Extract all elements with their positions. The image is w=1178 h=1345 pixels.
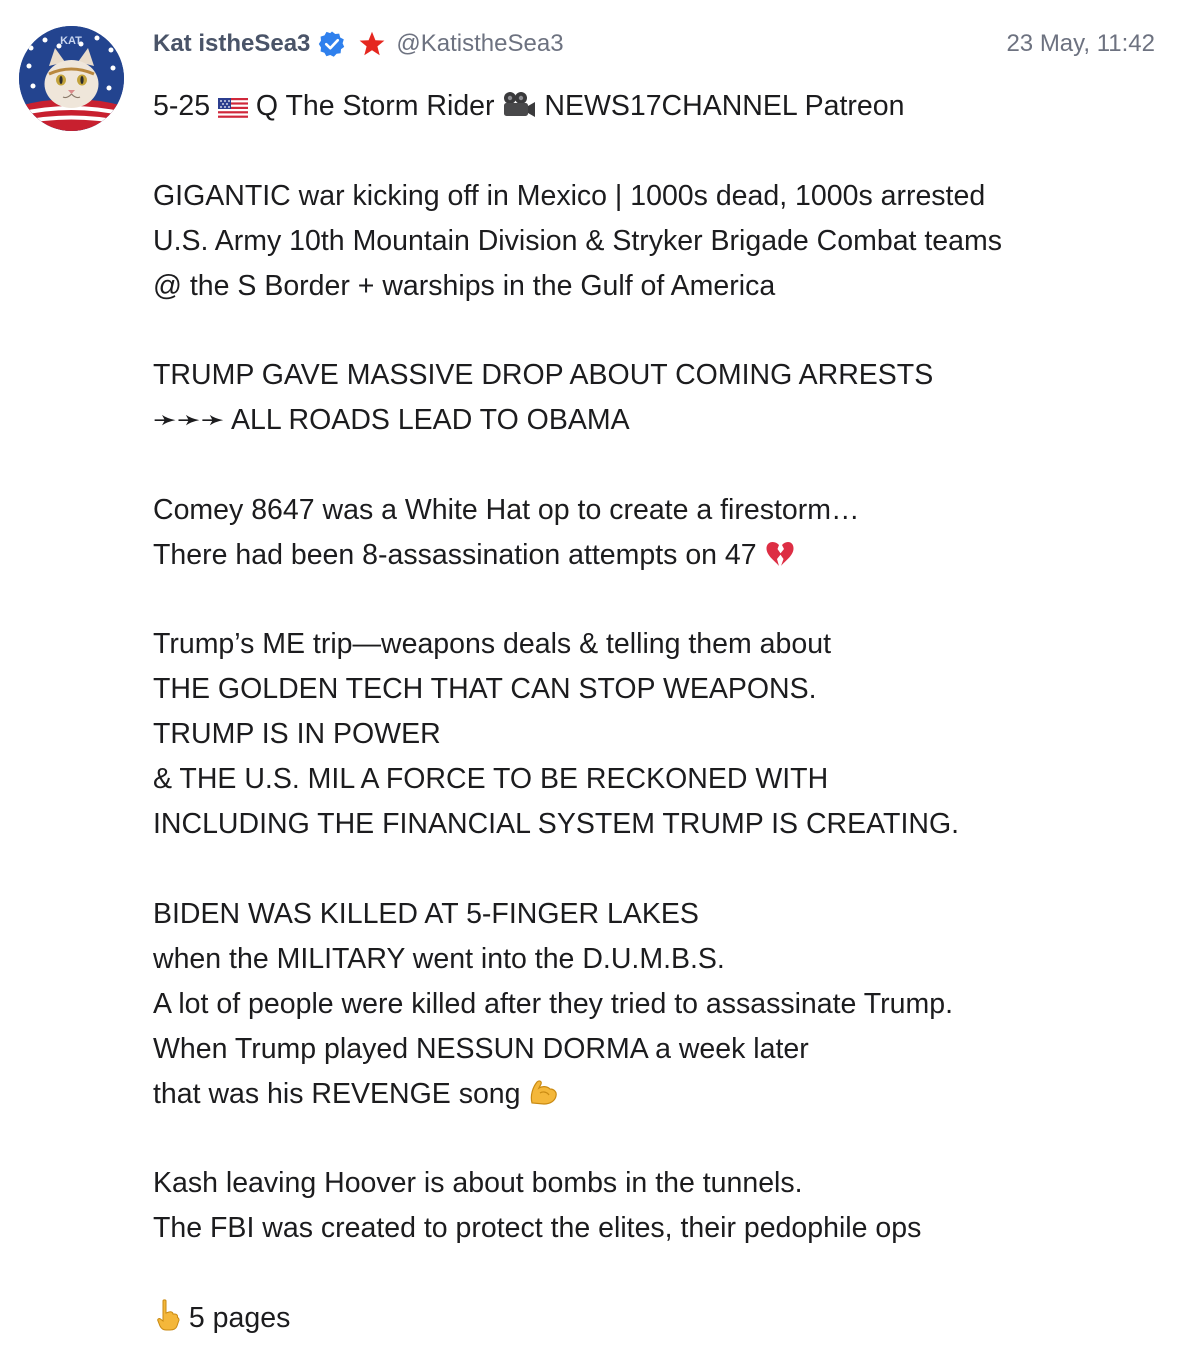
- pointing-down-icon: [153, 1299, 181, 1345]
- blank-line: [153, 129, 1153, 174]
- post-line: Trump’s ME trip—weapons deals & telling them about: [153, 628, 831, 660]
- post-line: Kash leaving Hoover is about bombs in the tunnels.: [153, 1167, 803, 1199]
- blank-line: [153, 1251, 1153, 1296]
- post-line: & THE U.S. MIL A FORCE TO BE RECKONED WITH: [153, 763, 829, 795]
- post-line: TRUMP GAVE MASSIVE DROP ABOUT COMING ARRESTS: [153, 359, 934, 391]
- post-line: ➛➛➛ ALL ROADS LEAD TO OBAMA: [153, 404, 630, 436]
- blank-line: [153, 1117, 1153, 1162]
- post-text: There had been 8-assassination attempts on 47: [153, 538, 765, 571]
- post-line: INCLUDING THE FINANCIAL SYSTEM TRUMP IS CREATING.: [153, 808, 960, 840]
- post-text: Q The Storm Rider: [247, 90, 503, 122]
- verified-badge-icon: [318, 30, 346, 58]
- post-text: NEWS17CHANNEL Patreon: [536, 90, 905, 122]
- post-line: U.S. Army 10th Mountain Division & Stryker Brigade Combat teams: [153, 224, 1003, 257]
- post-line: When Trump played NESSUN DORMA a week later: [153, 1032, 809, 1065]
- broken-heart-icon: [765, 537, 795, 582]
- svg-text:KAT: KAT: [60, 35, 82, 47]
- post-line: A lot of people were killed after they tried to assassinate Trump.: [153, 987, 954, 1020]
- timestamp[interactable]: 23 May, 11:42: [1006, 30, 1155, 57]
- post-line: THE GOLDEN TECH THAT CAN STOP WEAPONS.: [153, 673, 817, 705]
- post-line: [153, 1072, 1153, 1117]
- flag-us-icon: [218, 88, 248, 133]
- post-line: BIDEN WAS KILLED AT 5-FINGER LAKES: [153, 897, 699, 930]
- avatar[interactable]: [19, 26, 124, 131]
- blank-line: [153, 309, 1153, 354]
- handle[interactable]: @KatistheSea3: [396, 30, 564, 57]
- post-line: GIGANTIC war kicking off in Mexico | 1000s dead, 1000s arrested: [153, 179, 986, 212]
- blank-line: [153, 847, 1153, 892]
- post-line: Comey 8647 was a White Hat op to create a firestorm…: [153, 493, 860, 526]
- post-line: when the MILITARY went into the D.U.M.B.S.: [153, 942, 725, 975]
- movie-camera-icon: [502, 88, 536, 133]
- blank-line: [153, 443, 1153, 488]
- post-line: [153, 84, 1153, 129]
- red-star-icon: [358, 30, 386, 58]
- display-name[interactable]: Kat istheSea3: [153, 30, 311, 57]
- post-line: The FBI was created to protect the elites, their pedophile ops: [153, 1212, 922, 1244]
- post-body: [153, 84, 1153, 1341]
- patriotic-cat-avatar: [19, 26, 124, 131]
- post-text: that was his REVENGE song: [153, 1077, 529, 1110]
- post-header: [153, 26, 1155, 62]
- post-line: TRUMP IS IN POWER: [153, 718, 441, 750]
- post-text: 5-25: [153, 90, 218, 122]
- post-text: 5 pages: [181, 1301, 291, 1334]
- flexed-biceps-icon: [528, 1076, 558, 1121]
- post-line: [153, 533, 1153, 578]
- blank-line: [153, 578, 1153, 623]
- post-line: @ the S Border + warships in the Gulf of America: [153, 269, 776, 302]
- post-line: [153, 1296, 1153, 1341]
